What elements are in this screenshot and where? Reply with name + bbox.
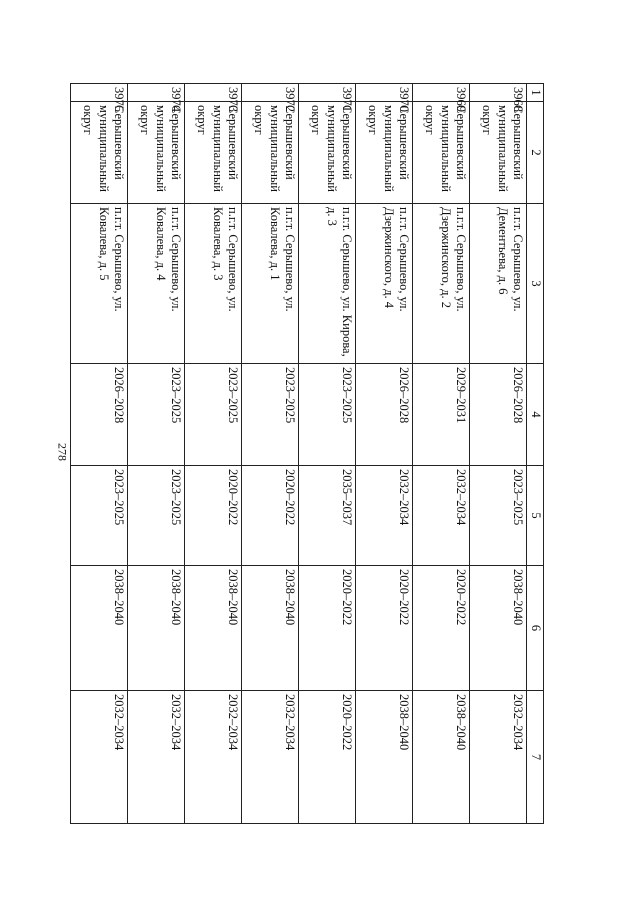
period-cell: 2020–2022 [299, 566, 356, 691]
period-cell: 2032–2034 [356, 466, 413, 566]
period-cell: 2020–2022 [185, 466, 242, 566]
column-header: 5 [527, 466, 544, 566]
period-cell: 2023–2025 [128, 466, 185, 566]
period-cell: 2038–2040 [128, 566, 185, 691]
period-cell: 2032–2034 [185, 691, 242, 824]
period-cell: 2038–2040 [242, 566, 299, 691]
district-cell: Серышевский муниципальный округ [128, 102, 185, 204]
period-cell: 2023–2025 [185, 364, 242, 466]
row-number: 3972 [242, 84, 299, 102]
column-header: 2 [527, 102, 544, 204]
table-row [413, 84, 470, 824]
district-cell: Серышевский муниципальный округ [356, 102, 413, 204]
district-cell: Серышевский муниципальный округ [185, 102, 242, 204]
period-cell: 2032–2034 [242, 691, 299, 824]
table-row [470, 84, 527, 824]
period-cell: 2020–2022 [356, 566, 413, 691]
table-row [71, 84, 128, 824]
row-number: 3974 [128, 84, 185, 102]
table-row [299, 84, 356, 824]
rotated-table-container [81, 83, 544, 823]
address-cell: п.г.т. Серышево, ул. Ковалева, д. 3 [185, 204, 242, 364]
address-cell: п.г.т. Серышево, ул. Ковалева, д. 1 [242, 204, 299, 364]
district-cell: Серышевский муниципальный округ [71, 102, 128, 204]
row-number: 3975 [71, 84, 128, 102]
table-header-row [527, 84, 544, 824]
period-cell: 2020–2022 [242, 466, 299, 566]
table-row [242, 84, 299, 824]
period-cell: 2038–2040 [71, 566, 128, 691]
period-cell: 2026–2028 [356, 364, 413, 466]
period-cell: 2038–2040 [470, 566, 527, 691]
column-header: 6 [527, 566, 544, 691]
column-header: 1 [527, 84, 544, 102]
column-header: 4 [527, 364, 544, 466]
period-cell: 2026–2028 [470, 364, 527, 466]
period-cell: 2038–2040 [413, 691, 470, 824]
address-cell: п.г.т. Серышево, ул. Дзержинского, д. 2 [413, 204, 470, 364]
period-cell: 2032–2034 [128, 691, 185, 824]
column-header: 7 [527, 691, 544, 824]
period-cell: 2032–2034 [413, 466, 470, 566]
period-cell: 2023–2025 [128, 364, 185, 466]
period-cell: 2023–2025 [299, 364, 356, 466]
column-header: 3 [527, 204, 544, 364]
address-cell: п.г.т. Серышево, ул. Дзержинского, д. 4 [356, 204, 413, 364]
period-cell: 2035–2037 [299, 466, 356, 566]
row-number: 3969 [413, 84, 470, 102]
district-cell: Серышевский муниципальный округ [242, 102, 299, 204]
district-cell: Серышевский муниципальный округ [470, 102, 527, 204]
period-cell: 2038–2040 [185, 566, 242, 691]
row-number: 3973 [185, 84, 242, 102]
row-number: 3971 [299, 84, 356, 102]
page-number: 278 [55, 443, 70, 461]
row-number: 3968 [470, 84, 527, 102]
period-cell: 2020–2022 [413, 566, 470, 691]
period-cell: 2023–2025 [470, 466, 527, 566]
address-cell: п.г.т. Серышево, ул. Ковалева, д. 4 [128, 204, 185, 364]
period-cell: 2032–2034 [71, 691, 128, 824]
table-row [128, 84, 185, 824]
period-cell: 2023–2025 [71, 466, 128, 566]
schedule-table [70, 83, 544, 824]
district-cell: Серышевский муниципальный округ [299, 102, 356, 204]
address-cell: п.г.т. Серышево, ул. Ковалева, д. 5 [71, 204, 128, 364]
period-cell: 2020–2022 [299, 691, 356, 824]
table-row [356, 84, 413, 824]
district-cell: Серышевский муниципальный округ [413, 102, 470, 204]
period-cell: 2023–2025 [242, 364, 299, 466]
row-number: 3970 [356, 84, 413, 102]
table-row [185, 84, 242, 824]
address-cell: п.г.т. Серышево, ул. Дементьева, д. 6 [470, 204, 527, 364]
period-cell: 2032–2034 [470, 691, 527, 824]
address-cell: п.г.т. Серышево, ул. Кирова, д. 3 [299, 204, 356, 364]
period-cell: 2038–2040 [356, 691, 413, 824]
period-cell: 2026–2028 [71, 364, 128, 466]
period-cell: 2029–2031 [413, 364, 470, 466]
